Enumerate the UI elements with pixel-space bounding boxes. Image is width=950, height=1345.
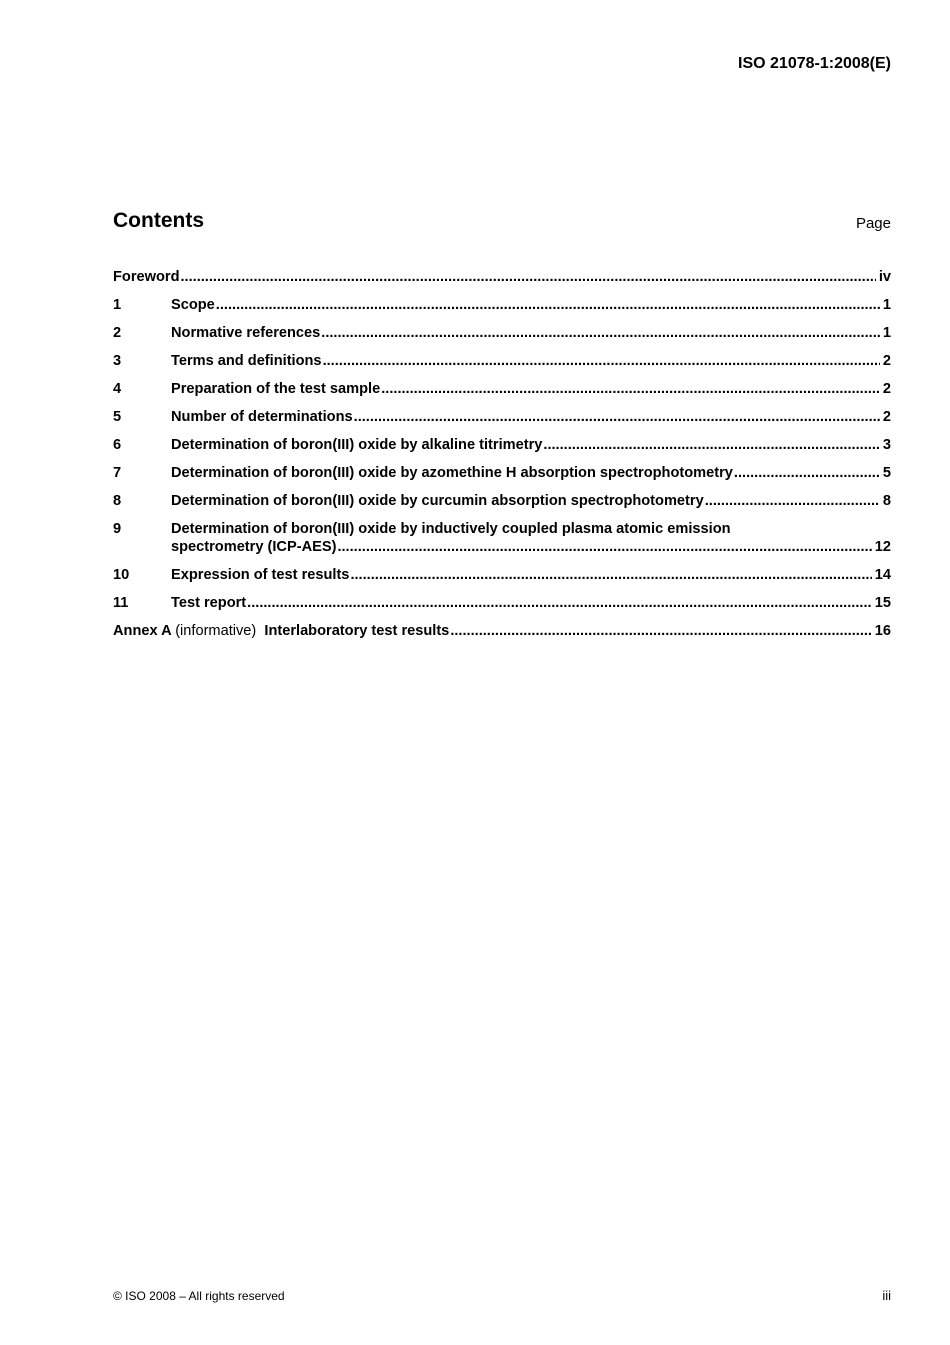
toc-entry-9[interactable] (113, 521, 891, 567)
contents-heading: Contents (113, 209, 204, 232)
dot-leader (705, 493, 880, 509)
dot-leader (354, 409, 880, 425)
table-of-contents (113, 269, 891, 651)
toc-page-number: 2 (882, 409, 891, 425)
toc-title: Scope (171, 297, 215, 313)
toc-page-number: iv (878, 269, 891, 285)
toc-title: Test report (171, 595, 247, 611)
toc-entry-1[interactable] (113, 297, 891, 325)
toc-entry-6[interactable] (113, 437, 891, 465)
annex-title-group (113, 623, 449, 639)
toc-title: Preparation of the test sample (171, 381, 381, 397)
toc-page-number: 1 (882, 297, 891, 313)
toc-entry-11[interactable] (113, 595, 891, 623)
toc-title: Normative references (171, 325, 321, 341)
toc-page-number: 16 (874, 623, 891, 639)
toc-title: Determination of boron(III) oxide by curcumin absorption spectrophotometry (171, 493, 704, 509)
annex-title: Interlaboratory test results (264, 623, 450, 639)
toc-entry-5[interactable] (113, 409, 891, 437)
toc-title: Foreword (113, 269, 180, 285)
toc-entry-foreword[interactable] (113, 269, 891, 297)
clause-number: 5 (113, 409, 122, 425)
clause-number: 11 (113, 595, 129, 611)
toc-title: Determination of boron(III) oxide by azomethine H absorption spectrophotometry (171, 465, 733, 481)
annex-label: Annex A (113, 623, 172, 639)
annex-type: (informative) (175, 623, 257, 639)
toc-page-number: 1 (882, 325, 891, 341)
toc-page-number: 12 (874, 539, 891, 555)
dot-leader (323, 353, 880, 369)
clause-number: 8 (113, 493, 122, 509)
clause-number: 3 (113, 353, 122, 369)
toc-entry-10[interactable] (113, 567, 891, 595)
toc-entry-4[interactable] (113, 381, 891, 409)
dot-leader (450, 623, 871, 639)
clause-number: 2 (113, 325, 122, 341)
toc-entry-3[interactable] (113, 353, 891, 381)
clause-number: 1 (113, 297, 122, 313)
toc-page-number: 3 (882, 437, 891, 453)
toc-page-number: 2 (882, 353, 891, 369)
toc-title: Expression of test results (171, 567, 350, 583)
page-number: iii (882, 1288, 891, 1303)
clause-number: 6 (113, 437, 122, 453)
dot-leader (350, 567, 871, 583)
dot-leader (381, 381, 880, 397)
dot-leader (321, 325, 880, 341)
clause-number: 10 (113, 567, 130, 583)
document-id: ISO 21078-1:2008(E) (738, 55, 891, 72)
toc-title-line-1: Determination of boron(III) oxide by inductively coupled plasma atomic emission (171, 521, 731, 537)
toc-title-line-2: spectrometry (ICP-AES) (171, 539, 337, 555)
page-column-label: Page (855, 215, 891, 232)
toc-page-number: 2 (882, 381, 891, 397)
clause-number: 4 (113, 381, 122, 397)
copyright-notice: © ISO 2008 – All rights reserved (113, 1289, 285, 1303)
toc-title: Determination of boron(III) oxide by alkaline titrimetry (171, 437, 543, 453)
toc-page-number: 14 (874, 567, 891, 583)
toc-page-number: 15 (874, 595, 891, 611)
dot-leader (734, 465, 880, 481)
toc-title: Number of determinations (171, 409, 353, 425)
clause-number: 7 (113, 465, 122, 481)
toc-entry-8[interactable] (113, 493, 891, 521)
toc-page-number: 5 (882, 465, 891, 481)
dot-leader (247, 595, 872, 611)
toc-entry-7[interactable] (113, 465, 891, 493)
dot-leader (337, 539, 871, 555)
toc-entry-annex-a[interactable] (113, 623, 891, 651)
toc-title: Terms and definitions (171, 353, 322, 369)
dot-leader (180, 269, 875, 285)
toc-entry-2[interactable] (113, 325, 891, 353)
toc-page-number: 8 (882, 493, 891, 509)
dot-leader (216, 297, 880, 313)
dot-leader (543, 437, 879, 453)
clause-number: 9 (113, 521, 122, 537)
